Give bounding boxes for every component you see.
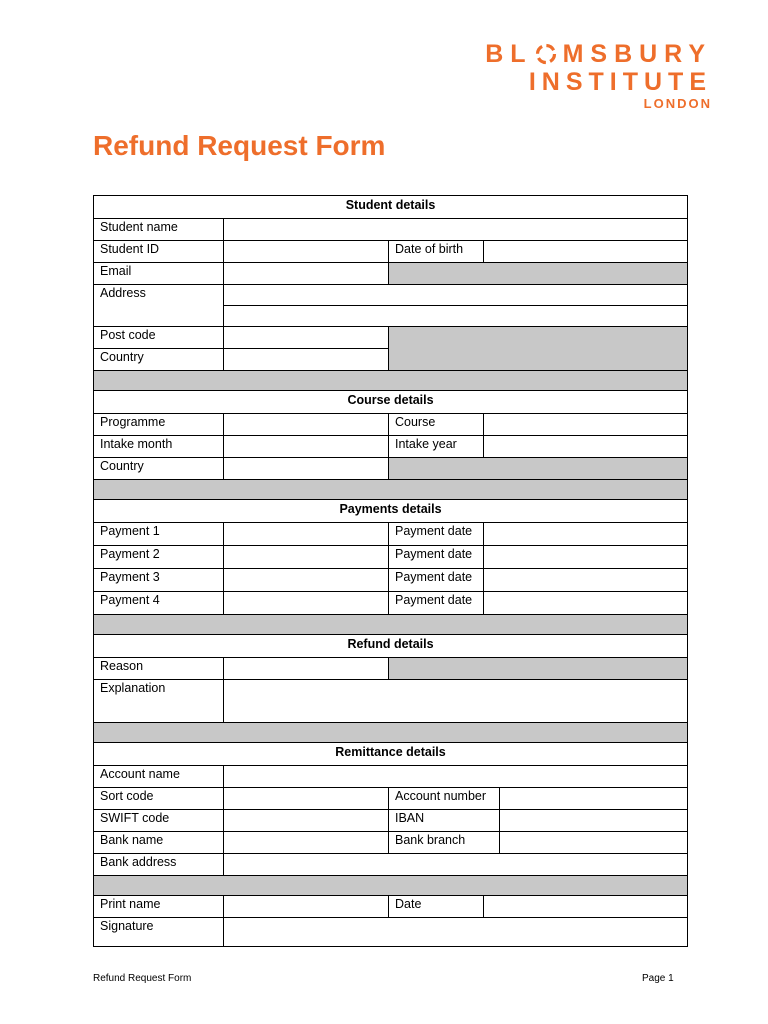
table-row [94, 766, 688, 788]
swift-code-cell [224, 810, 389, 832]
account-name-label: Account name [94, 766, 224, 788]
print-name-field[interactable] [224, 896, 388, 917]
logo-text-bl: BL [485, 40, 533, 68]
student-details-heading: Student details [94, 196, 688, 219]
swift-code-field[interactable] [224, 810, 388, 831]
payment-date-3-cell [484, 569, 688, 592]
logo-ring-icon [535, 43, 557, 65]
table-row [94, 658, 688, 680]
table-row [94, 263, 688, 285]
print-name-cell [224, 896, 389, 918]
payment-3-label: Payment 3 [94, 569, 224, 592]
post-code-cell [224, 327, 389, 349]
shaded-cell [389, 458, 688, 480]
bank-name-label: Bank name [94, 832, 224, 854]
shaded-spacer [94, 723, 688, 743]
reason-field[interactable] [224, 658, 388, 679]
account-number-label: Account number [389, 788, 500, 810]
country-field[interactable] [224, 349, 388, 370]
footer-page-number: Page 1 [642, 973, 674, 984]
table-row [94, 832, 688, 854]
date-of-birth-field[interactable] [484, 241, 687, 262]
table-row [94, 569, 688, 592]
table-row [94, 285, 688, 306]
bank-branch-label: Bank branch [389, 832, 500, 854]
post-code-label: Post code [94, 327, 224, 349]
course-details-heading: Course details [94, 391, 688, 414]
bank-name-field[interactable] [224, 832, 388, 853]
course-country-label: Country [94, 458, 224, 480]
date-of-birth-cell [484, 241, 688, 263]
swift-code-label: SWIFT code [94, 810, 224, 832]
iban-field[interactable] [500, 810, 687, 831]
bank-branch-cell [500, 832, 688, 854]
reason-label: Reason [94, 658, 224, 680]
logo-text-msbury: MSBURY [562, 40, 712, 68]
payment-date-4-label: Payment date [389, 592, 484, 615]
student-name-label: Student name [94, 219, 224, 241]
course-label: Course [389, 414, 484, 436]
payment-4-cell [224, 592, 389, 615]
bank-address-field[interactable] [224, 854, 687, 875]
payment-date-2-cell [484, 546, 688, 569]
account-name-cell [224, 766, 688, 788]
intake-year-field[interactable] [484, 436, 687, 457]
reason-cell [224, 658, 389, 680]
date-of-birth-label: Date of birth [389, 241, 484, 263]
signature-field[interactable] [224, 918, 687, 946]
payment-1-cell [224, 523, 389, 546]
shaded-cell [389, 263, 688, 285]
email-label: Email [94, 263, 224, 285]
payment-3-cell [224, 569, 389, 592]
table-row [94, 854, 688, 876]
table-row [94, 327, 688, 349]
payment-date-3-label: Payment date [389, 569, 484, 592]
payment-date-4-field[interactable] [484, 592, 687, 614]
spacer-row [94, 876, 688, 896]
course-cell [484, 414, 688, 436]
shaded-spacer [94, 480, 688, 500]
payment-1-label: Payment 1 [94, 523, 224, 546]
student-id-cell [224, 241, 389, 263]
sort-code-field[interactable] [224, 788, 388, 809]
country-cell [224, 349, 389, 371]
payment-1-field[interactable] [224, 523, 388, 545]
account-number-cell [500, 788, 688, 810]
email-cell [224, 263, 389, 285]
footer-document-name: Refund Request Form [93, 973, 192, 984]
payment-date-1-label: Payment date [389, 523, 484, 546]
payment-date-2-label: Payment date [389, 546, 484, 569]
intake-month-cell [224, 436, 389, 458]
spacer-row [94, 723, 688, 743]
programme-field[interactable] [224, 414, 388, 435]
address-line-1-cell [224, 285, 688, 306]
section-header-row [94, 635, 688, 658]
account-number-field[interactable] [500, 788, 687, 809]
student-name-cell [224, 219, 688, 241]
sort-code-label: Sort code [94, 788, 224, 810]
address-line-2-field[interactable] [224, 306, 687, 326]
intake-year-cell [484, 436, 688, 458]
explanation-field[interactable] [224, 680, 687, 722]
payment-4-label: Payment 4 [94, 592, 224, 615]
intake-month-label: Intake month [94, 436, 224, 458]
shaded-spacer [94, 876, 688, 896]
course-country-field[interactable] [224, 458, 388, 479]
date-label: Date [389, 896, 484, 918]
payment-2-cell [224, 546, 389, 569]
address-label: Address [94, 285, 224, 327]
payment-2-field[interactable] [224, 546, 388, 568]
table-row [94, 918, 688, 947]
refund-form-table [93, 195, 688, 947]
shaded-cell [389, 658, 688, 680]
payment-3-field[interactable] [224, 569, 388, 591]
explanation-label: Explanation [94, 680, 224, 723]
refund-details-heading: Refund details [94, 635, 688, 658]
table-row [94, 810, 688, 832]
explanation-cell [224, 680, 688, 723]
intake-year-label: Intake year [389, 436, 484, 458]
table-row [94, 896, 688, 918]
print-name-label: Print name [94, 896, 224, 918]
payment-date-3-field[interactable] [484, 569, 687, 591]
shaded-cell [389, 327, 688, 371]
shaded-spacer [94, 615, 688, 635]
table-row [94, 788, 688, 810]
course-country-cell [224, 458, 389, 480]
account-name-field[interactable] [224, 766, 687, 787]
address-line-2-cell [224, 306, 688, 327]
payment-date-2-field[interactable] [484, 546, 687, 568]
logo-text-institute: INSTITUTE [528, 68, 712, 96]
section-header-row [94, 196, 688, 219]
section-header-row [94, 743, 688, 766]
iban-label: IBAN [389, 810, 500, 832]
bank-address-label: Bank address [94, 854, 224, 876]
iban-cell [500, 810, 688, 832]
bank-address-cell [224, 854, 688, 876]
sort-code-cell [224, 788, 389, 810]
bloomsbury-logo [485, 42, 712, 111]
date-field[interactable] [484, 896, 687, 917]
programme-label: Programme [94, 414, 224, 436]
course-field[interactable] [484, 414, 687, 435]
payment-date-1-field[interactable] [484, 523, 687, 545]
payment-4-field[interactable] [224, 592, 388, 614]
table-row [94, 436, 688, 458]
programme-cell [224, 414, 389, 436]
date-cell [484, 896, 688, 918]
student-id-label: Student ID [94, 241, 224, 263]
table-row [94, 546, 688, 569]
table-row [94, 523, 688, 546]
bank-branch-field[interactable] [500, 832, 687, 853]
intake-month-field[interactable] [224, 436, 388, 457]
remittance-details-heading: Remittance details [94, 743, 688, 766]
table-row [94, 458, 688, 480]
signature-label: Signature [94, 918, 224, 947]
student-name-field[interactable] [224, 219, 687, 240]
bank-name-cell [224, 832, 389, 854]
page-title: Refund Request Form [93, 130, 386, 161]
spacer-row [94, 615, 688, 635]
payments-details-heading: Payments details [94, 500, 688, 523]
payment-date-4-cell [484, 592, 688, 615]
table-row [94, 414, 688, 436]
table-row [94, 680, 688, 723]
payment-date-1-cell [484, 523, 688, 546]
table-row [94, 241, 688, 263]
post-code-field[interactable] [224, 327, 388, 348]
signature-cell [224, 918, 688, 947]
section-header-row [94, 500, 688, 523]
email-field[interactable] [224, 263, 388, 284]
shaded-spacer [94, 371, 688, 391]
logo-wordmark-top [485, 42, 712, 67]
table-row [94, 592, 688, 615]
student-id-field[interactable] [224, 241, 388, 262]
section-header-row [94, 391, 688, 414]
payment-2-label: Payment 2 [94, 546, 224, 569]
logo-text-london: LONDON [643, 96, 712, 111]
address-line-1-field[interactable] [224, 285, 687, 305]
spacer-row [94, 371, 688, 391]
spacer-row [94, 480, 688, 500]
country-label: Country [94, 349, 224, 371]
table-row [94, 219, 688, 241]
